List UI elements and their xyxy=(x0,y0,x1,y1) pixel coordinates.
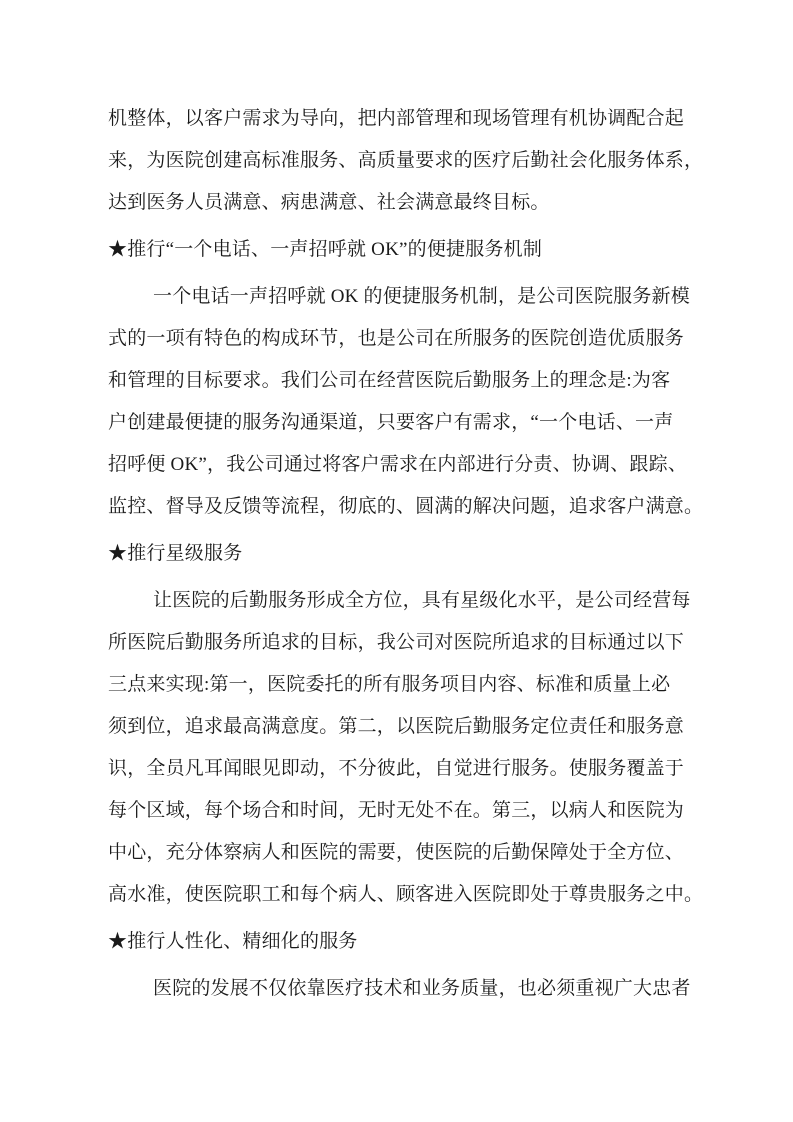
text-line: 监控、督导及反馈等流程，彻底的、圆满的解决问题，追求客户满意。 xyxy=(108,496,704,517)
text-line: 让医院的后勤服务形成全方位，具有星级化水平，是公司经营每 xyxy=(153,590,691,611)
paragraph xyxy=(108,98,704,224)
text-line: 每个区域，每个场合和时间，无时无处不在。第三，以病人和医院为 xyxy=(108,800,685,821)
text-line: 来，为医院创建高标准服务、高质量要求的医疗后勤社会化服务体系， xyxy=(108,150,704,171)
text-line: 机整体，以客户需求为导向，把内部管理和现场管理有机协调配合起 xyxy=(108,108,685,129)
text-line: 户创建最便捷的服务沟通渠道，只要客户有需求，“一个电话、一声 xyxy=(108,412,674,433)
text-line: 达到医务人员满意、病患满意、社会满意最终目标。 xyxy=(108,192,550,213)
text-line: 须到位，追求最高满意度。第二，以医院后勤服务定位责任和服务意 xyxy=(108,716,685,737)
section-heading xyxy=(108,533,700,575)
section-heading xyxy=(108,921,700,963)
text-line: 三点来实现:第一，医院委托的所有服务项目内容、标准和质量上必 xyxy=(108,674,671,695)
text-line: 中心，充分体察病人和医院的需要，使医院的后勤保障处于全方位、 xyxy=(108,842,685,863)
text-line: 所医院后勤服务所追求的目标，我公司对医院所追求的目标通过以下 xyxy=(108,632,685,653)
text-line: 和管理的目标要求。我们公司在经营医院后勤服务上的理念是:为客 xyxy=(108,370,671,391)
document-content xyxy=(108,98,704,1010)
paragraph xyxy=(108,580,704,916)
text-line: ★推行人性化、精细化的服务 xyxy=(108,931,358,952)
text-line: 招呼便 OK”，我公司通过将客户需求在内部进行分责、协调、跟踪、 xyxy=(108,454,688,475)
paragraph xyxy=(108,276,704,528)
text-line: ★推行“一个电话、一声招呼就 OK”的便捷服务机制 xyxy=(108,239,543,260)
text-line: 医院的发展不仅依靠医疗技术和业务质量，也必须重视广大忠者 xyxy=(153,978,691,999)
text-line: 识，全员凡耳闻眼见即动，不分彼此，自觉进行服务。使服务覆盖于 xyxy=(108,758,685,779)
text-line: ★推行星级服务 xyxy=(108,543,243,564)
text-line: 一个电话一声招呼就 OK 的便捷服务机制，是公司医院服务新模 xyxy=(153,286,690,307)
section-heading xyxy=(108,229,700,271)
text-line: 式的一项有特色的构成环节，也是公司在所服务的医院创造优质服务 xyxy=(108,328,685,349)
text-line: 高水准，使医院职工和每个病人、顾客进入医院即处于尊贵服务之中。 xyxy=(108,884,704,905)
paragraph xyxy=(108,968,700,1010)
